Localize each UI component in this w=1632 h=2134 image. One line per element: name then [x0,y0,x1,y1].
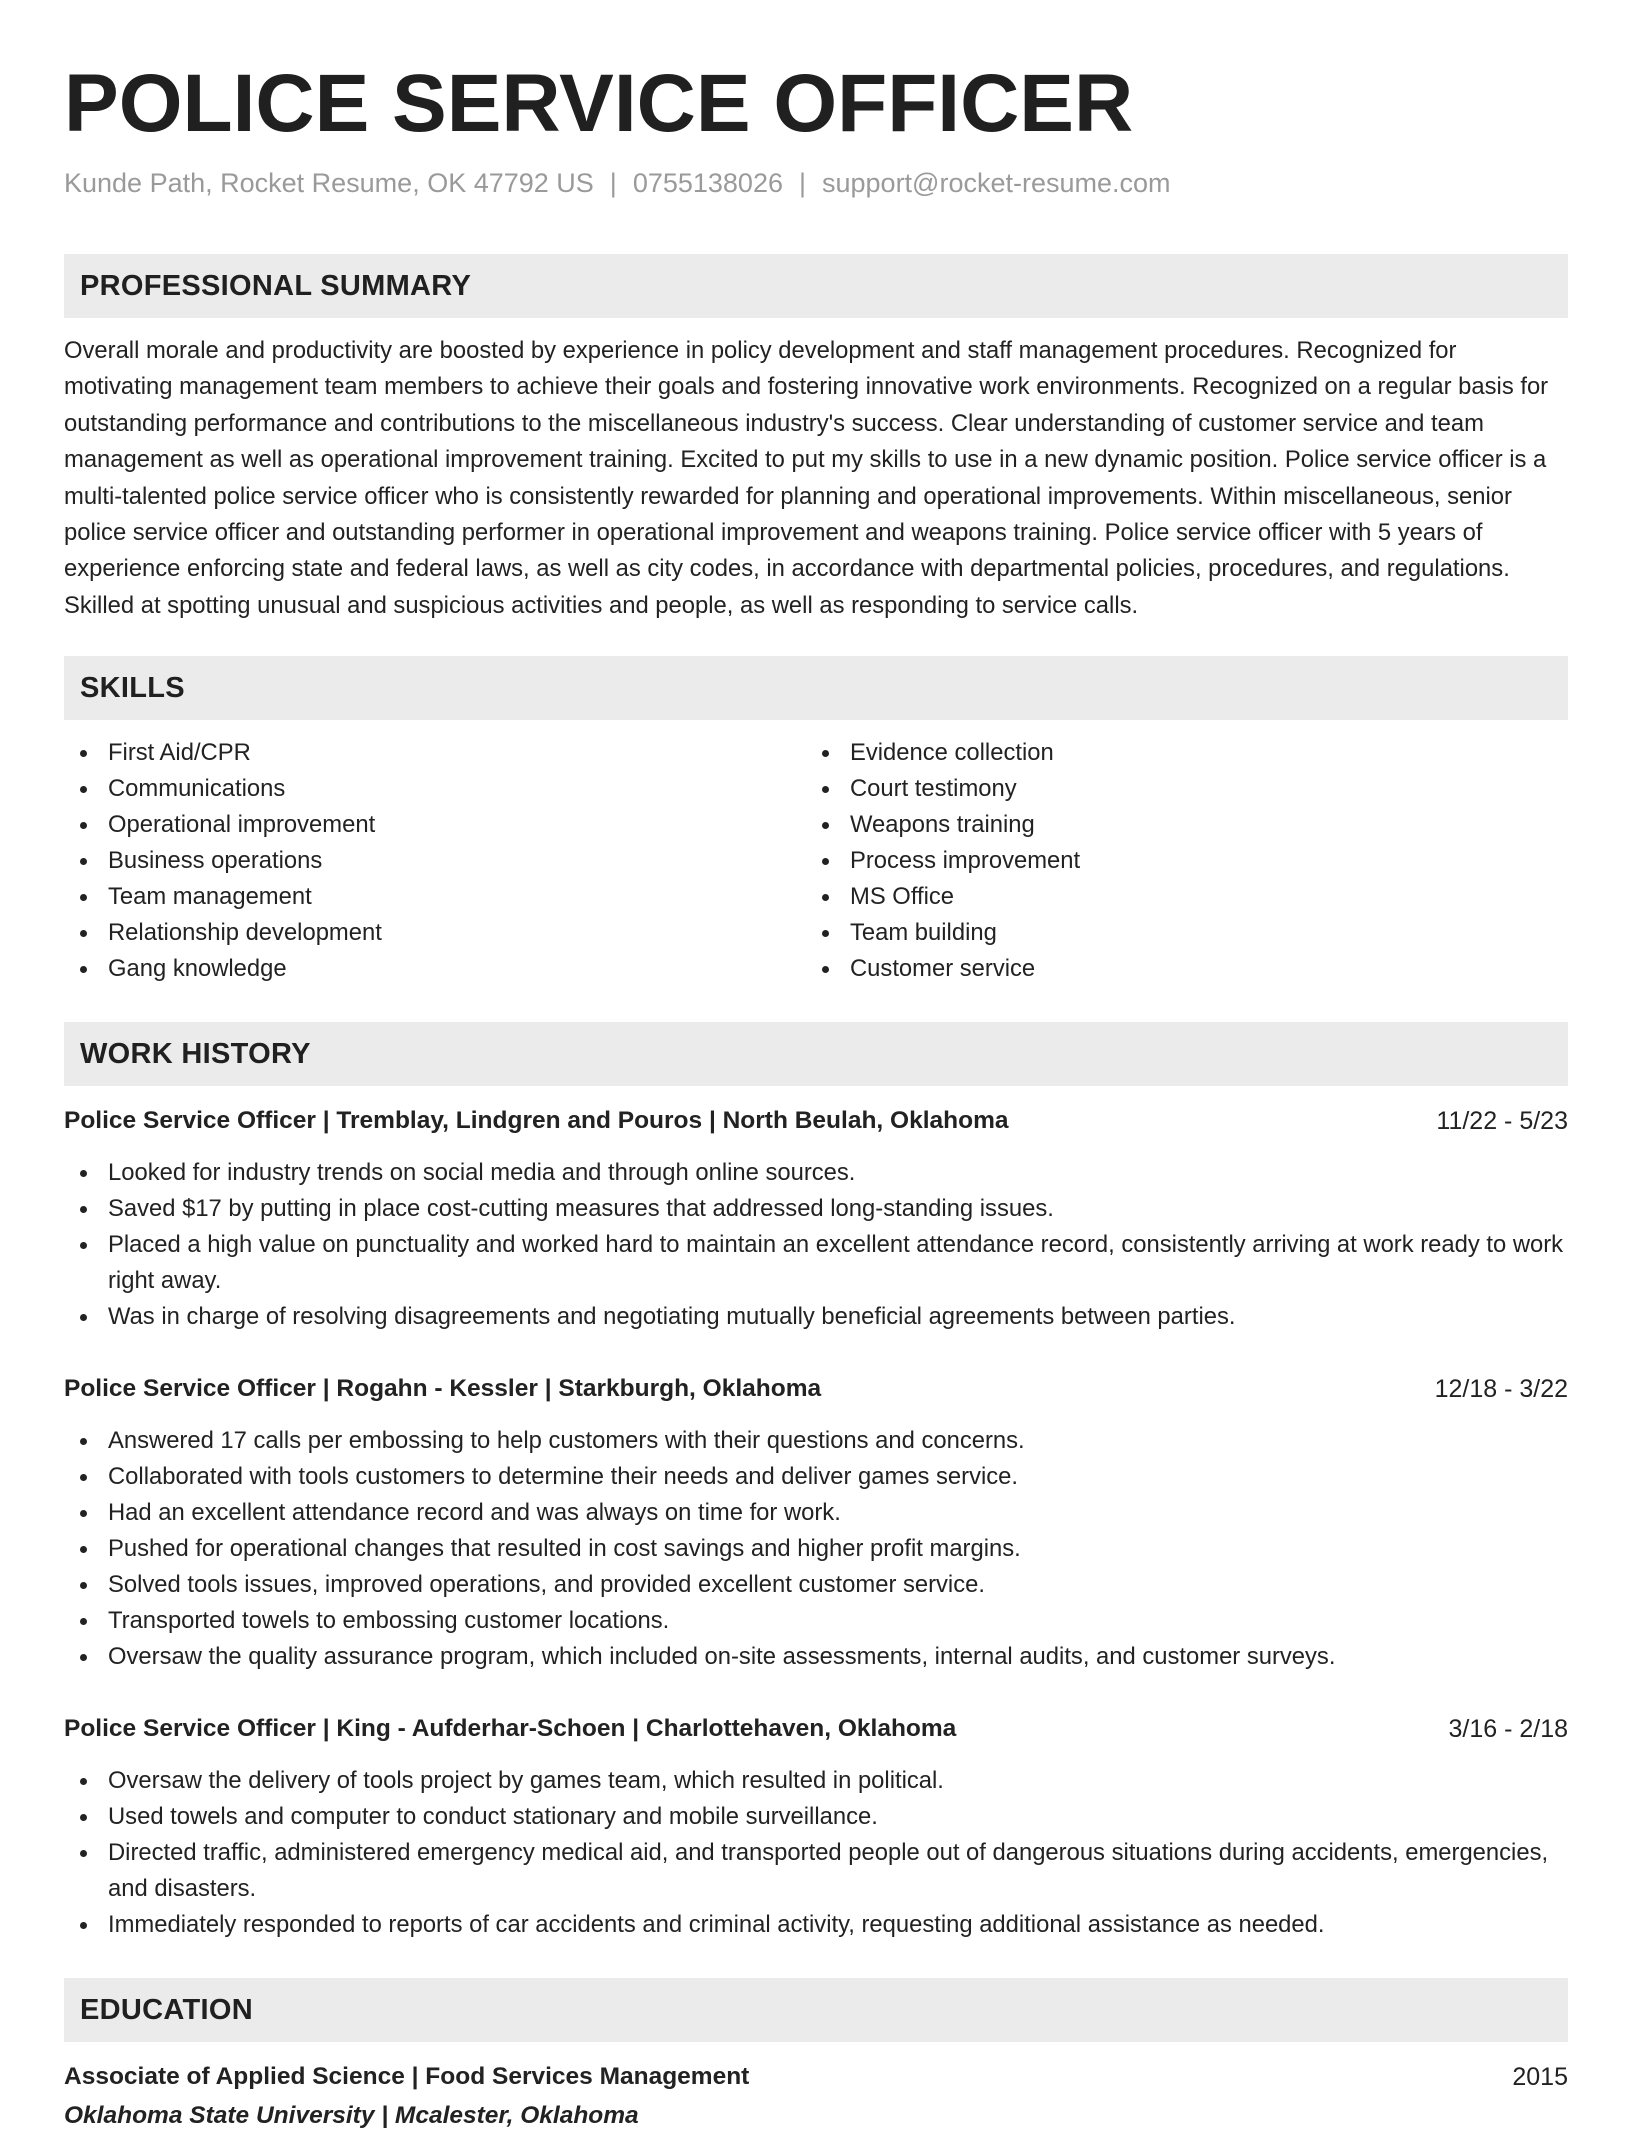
skill-item: Communications [64,771,804,807]
degree-title: Associate of Applied Science | Food Services Management [64,2063,750,2090]
skill-item: Court testimony [806,771,1546,807]
school-name: Oklahoma State University | Mcalester, Oklahoma [64,2102,639,2129]
job-bullet: Directed traffic, administered emergency medical aid, and transported people out of dangerous situations during accidents, emergencies, and disasters. [64,1835,1568,1907]
skills-list-right [806,735,1546,987]
job-bullet: Answered 17 calls per embossing to help customers with their questions and concerns. [64,1423,1568,1459]
skills-section-header [64,656,1568,720]
skill-item: Evidence collection [806,735,1546,771]
skill-item: Operational improvement [64,807,804,843]
job-bullet: Used towels and computer to conduct stationary and mobile surveillance. [64,1799,1568,1835]
contact-line [64,165,1171,201]
job-title: Police Service Officer | Rogahn - Kessler | Starkburgh, Oklahoma [64,1375,822,1402]
summary-section-header [64,254,1568,318]
job-bullet: Immediately responded to reports of car accidents and criminal activity, requesting additional assistance as needed. [64,1907,1568,1943]
job-bullet: Had an excellent attendance record and was always on time for work. [64,1495,1568,1531]
job-bullet: Placed a high value on punctuality and worked hard to maintain an excellent attendance record, consistently arriving at work ready to work right away. [64,1227,1568,1299]
job-bullet-list [64,1763,1568,1943]
job-header [64,1369,1568,1409]
job-dates: 12/18 - 3/22 [1434,1375,1568,1403]
skill-item: Relationship development [64,915,804,951]
job-bullet: Oversaw the delivery of tools project by games team, which resulted in political. [64,1763,1568,1799]
skill-item: Weapons training [806,807,1546,843]
job-header [64,1101,1568,1141]
contact-separator: | [609,168,617,198]
skill-item: Team building [806,915,1546,951]
job-header [64,1709,1568,1749]
skill-item: MS Office [806,879,1546,915]
job-bullet: Collaborated with tools customers to determine their needs and deliver games service. [64,1459,1568,1495]
skill-item: Business operations [64,843,804,879]
email-text: support@rocket-resume.com [822,168,1171,198]
job-bullet: Was in charge of resolving disagreements and negotiating mutually beneficial agreements between parties. [64,1299,1568,1335]
skill-item: First Aid/CPR [64,735,804,771]
education-header [64,2057,1568,2097]
skill-item: Gang knowledge [64,951,804,987]
job-bullet: Looked for industry trends on social media and through online sources. [64,1155,1568,1191]
work-section-title: WORK HISTORY [80,1038,311,1070]
job-bullet: Saved $17 by putting in place cost-cutting measures that addressed long-standing issues. [64,1191,1568,1227]
job-bullet: Transported towels to embossing customer locations. [64,1603,1568,1639]
job-bullet: Solved tools issues, improved operations, and provided excellent customer service. [64,1567,1568,1603]
skill-item: Team management [64,879,804,915]
summary-section-title: PROFESSIONAL SUMMARY [80,270,472,302]
education-section-title: EDUCATION [80,1994,253,2026]
job-bullet: Oversaw the quality assurance program, which included on-site assessments, internal audits, and customer surveys. [64,1639,1568,1675]
job-bullet-list [64,1423,1568,1675]
contact-separator: | [798,168,806,198]
skill-item: Process improvement [806,843,1546,879]
phone-text: 0755138026 [632,168,783,198]
summary-text: Overall morale and productivity are boosted by experience in policy development and staff management procedures. Recognized for motivating management team members to achieve their goals and fostering innovative work environments. Recognized on a regular basis for outstanding performance and contributions to the miscellaneous industry's success. Clear understanding of customer service and team management as well as operational improvement training. Excited to put my skills to use in a new dynamic position. Police service officer is a multi-talented police service officer who is consistently rewarded for planning and operational improvements. Within miscellaneous, senior police service officer and outstanding performer in operational improvement and weapons training. Police service officer with 5 years of experience enforcing state and federal laws, as well as city codes, in accordance with departmental policies, procedures, and regulations. Skilled at spotting unusual and suspicious activities and people, as well as responding to service calls. [64,337,1549,619]
skills-section-title: SKILLS [80,672,185,704]
education-section-header [64,1978,1568,2042]
job-title: Police Service Officer | Tremblay, Lindgren and Pouros | North Beulah, Oklahoma [64,1107,1009,1134]
address-text: Kunde Path, Rocket Resume, OK 47792 US [64,168,594,198]
work-section-header [64,1022,1568,1086]
candidate-name: POLICE SERVICE OFFICER [64,58,1134,149]
job-title: Police Service Officer | King - Aufderhar-Schoen | Charlottehaven, Oklahoma [64,1715,957,1742]
job-bullet-list [64,1155,1568,1335]
graduation-year: 2015 [1512,2063,1568,2091]
job-dates: 11/22 - 5/23 [1436,1107,1568,1135]
job-dates: 3/16 - 2/18 [1448,1715,1568,1743]
job-bullet: Pushed for operational changes that resulted in cost savings and higher profit margins. [64,1531,1568,1567]
skills-list-left [64,735,804,987]
skill-item: Customer service [806,951,1546,987]
